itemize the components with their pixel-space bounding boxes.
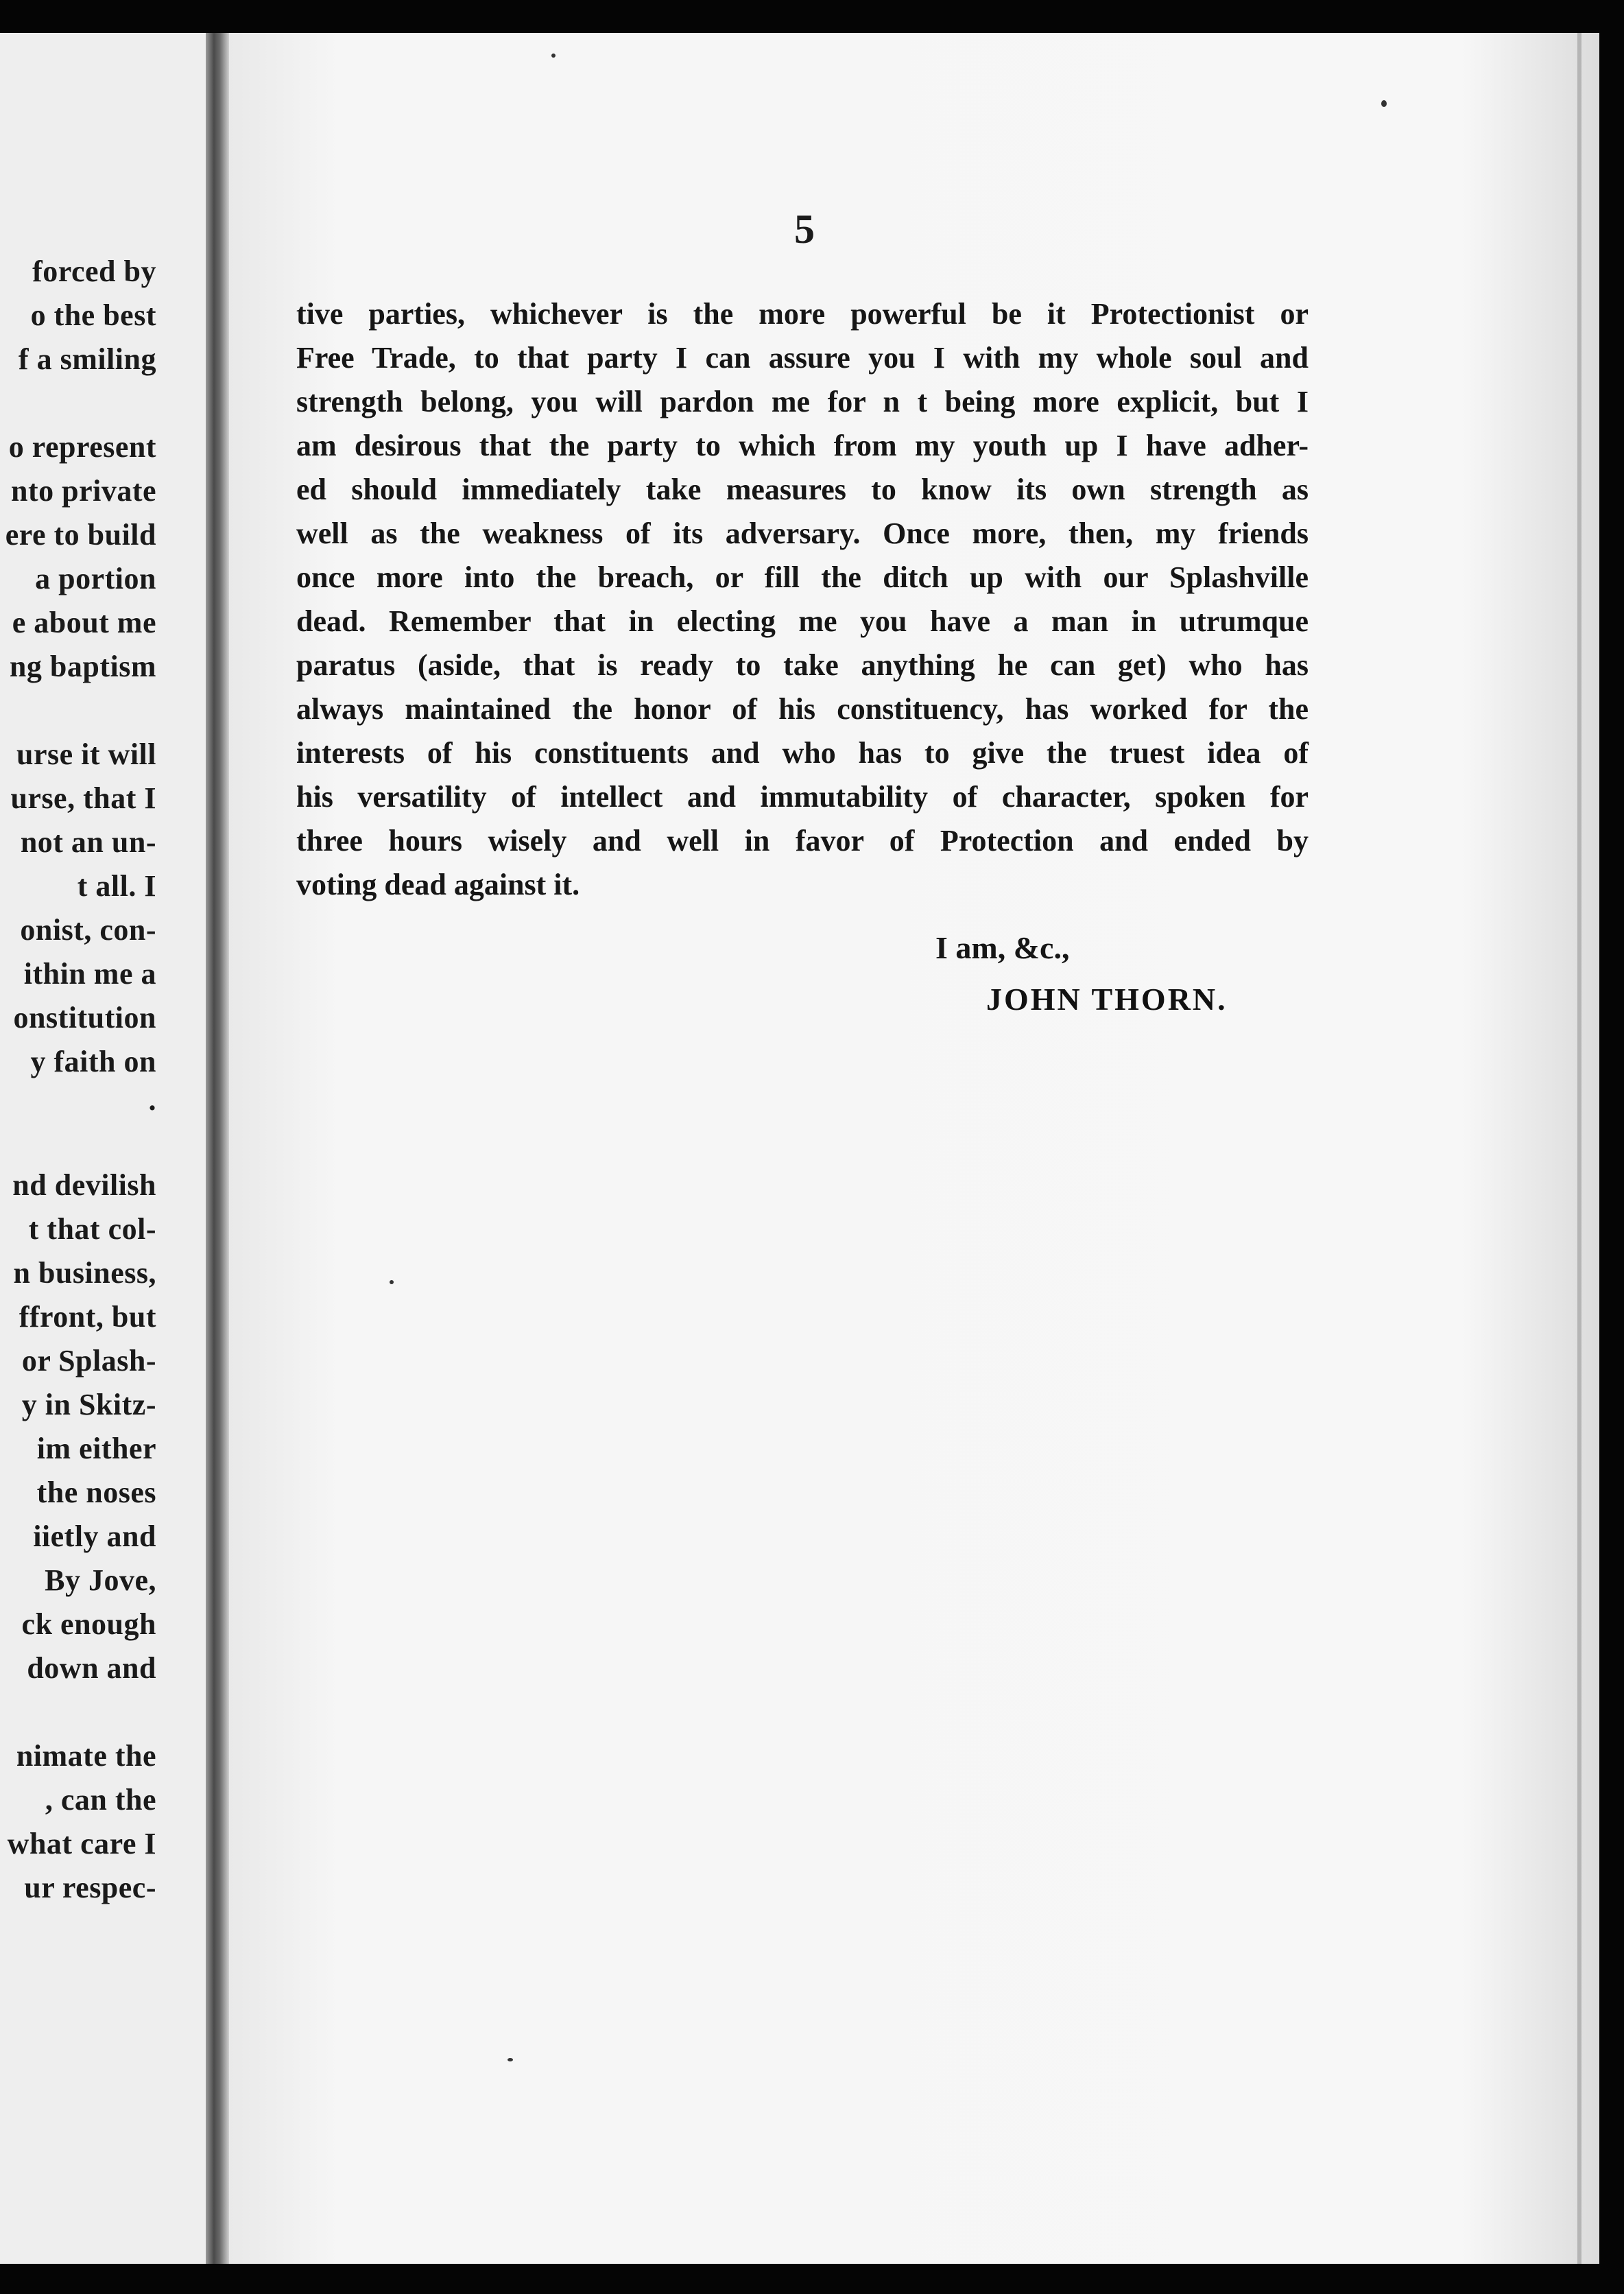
- left-page-line: nimate the: [16, 1739, 156, 1773]
- body-line: interests of his constituents and who has to give the truest idea of: [296, 736, 1309, 770]
- left-page-line: t that col-: [28, 1212, 156, 1246]
- letter-signature: JOHN THORN.: [986, 982, 1228, 1017]
- body-line: dead. Remember that in electing me you have a man in utrumque: [296, 604, 1309, 638]
- left-page-line: t all. I: [77, 869, 156, 903]
- body-line: always maintained the honor of his constituency, has worked for the: [296, 692, 1309, 726]
- body-line: tive parties, whichever is the more powerful be it Protectionist or: [296, 297, 1309, 331]
- left-page-line: nd devilish: [12, 1168, 156, 1202]
- left-page-line: , can the: [45, 1783, 156, 1817]
- left-page-line: o the best: [30, 298, 156, 332]
- left-page-line: the noses: [36, 1476, 156, 1509]
- left-page-line: what care I: [7, 1827, 156, 1860]
- left-page-line: not an un-: [20, 825, 156, 859]
- left-page-line: iietly and: [33, 1520, 156, 1553]
- scan-speck: [508, 2058, 513, 2061]
- body-line: his versatility of intellect and immutability of character, spoken for: [296, 780, 1309, 814]
- left-page-line: nto private: [10, 474, 156, 508]
- page-number: 5: [794, 206, 815, 252]
- left-page-line: urse, that I: [10, 781, 156, 815]
- book-gutter: [206, 33, 229, 2264]
- left-page-line: im either: [36, 1432, 156, 1465]
- right-page-edge: [1577, 33, 1581, 2264]
- body-line: well as the weakness of its adversary. Once more, then, my friends: [296, 517, 1309, 550]
- body-line: am desirous that the party to which from my youth up I have adher-: [296, 429, 1309, 462]
- scan-speck: [390, 1280, 394, 1284]
- left-page-line: ur respec-: [24, 1871, 156, 1904]
- left-page: [0, 33, 206, 2264]
- left-page-line: onist, con-: [20, 913, 156, 947]
- left-page-line: forced by: [32, 255, 156, 288]
- body-line: once more into the breach, or fill the ditch up with our Splashville: [296, 560, 1309, 594]
- left-page-line: f a smiling: [18, 342, 156, 376]
- left-page-line: urse it will: [16, 737, 156, 771]
- body-line: paratus (aside, that is ready to take anything he can get) who has: [296, 648, 1309, 682]
- left-page-line: y in Skitz-: [21, 1388, 156, 1421]
- left-page-line: ere to build: [5, 518, 156, 552]
- scan-speck: [1381, 100, 1387, 107]
- left-page-line: onstitution: [13, 1001, 156, 1034]
- left-page-line: ck enough: [21, 1607, 156, 1641]
- scan-top-border: [0, 0, 1624, 33]
- left-page-line: ng baptism: [9, 650, 156, 683]
- left-page-line: n business,: [13, 1256, 156, 1290]
- left-page-line: .: [148, 1083, 156, 1117]
- left-page-line: e about me: [12, 606, 156, 639]
- left-page-line: By Jove,: [45, 1563, 156, 1597]
- left-page-line: or Splash-: [21, 1344, 156, 1377]
- scan-right-border: [1599, 0, 1624, 2294]
- body-line: three hours wisely and well in favor of Protection and ended by: [296, 824, 1309, 858]
- body-line: Free Trade, to that party I can assure you I with my whole soul and: [296, 341, 1309, 375]
- body-line: strength belong, you will pardon me for n t being more explicit, but I: [296, 385, 1309, 418]
- left-page-line: ithin me a: [23, 957, 156, 991]
- left-page-line: y faith on: [30, 1045, 156, 1078]
- left-page-line: o represent: [8, 430, 156, 464]
- left-page-line: ffront, but: [19, 1300, 156, 1334]
- scan-bottom-border: [0, 2264, 1624, 2294]
- left-page-line: a portion: [35, 562, 156, 595]
- scan-speck: [551, 54, 556, 58]
- body-line: voting dead against it.: [296, 868, 580, 901]
- body-line: ed should immediately take measures to know its own strength as: [296, 473, 1309, 506]
- left-page-line: down and: [27, 1651, 156, 1685]
- letter-closing: I am, &c.,: [935, 930, 1070, 965]
